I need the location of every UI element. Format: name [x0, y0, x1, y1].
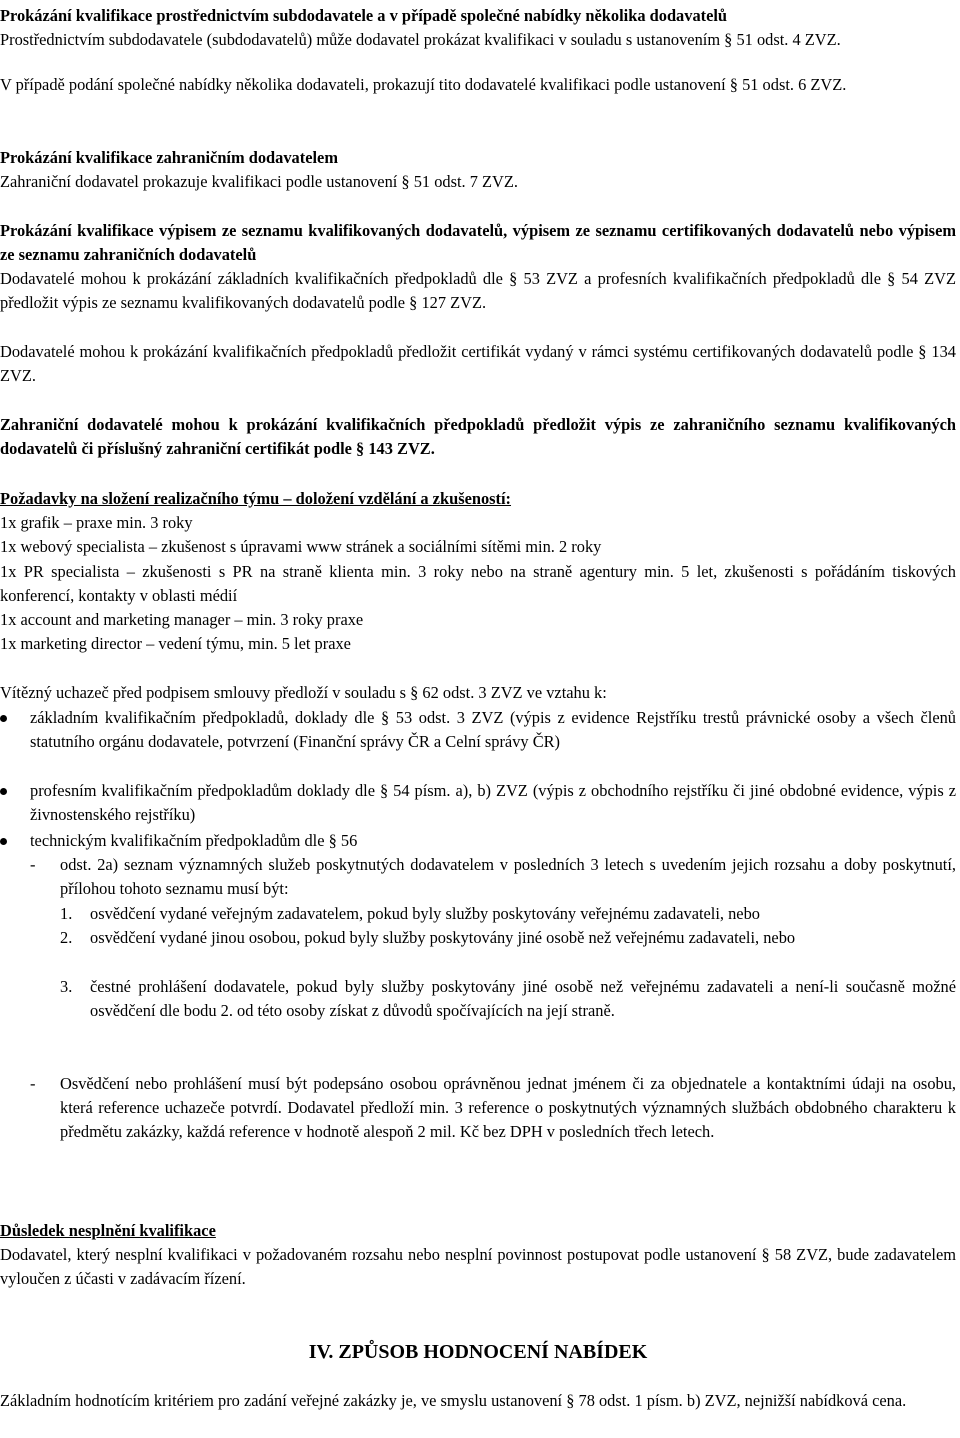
- dash-item-services-text: odst. 2a) seznam významných služeb poskytnutých dodavatelem v posledních 3 letech s uvedením jejich rozsahu a doby poskytnutí, přílohou tohoto seznamu musí být:: [60, 855, 956, 899]
- numbered-item-2-text: osvědčení vydané jinou osobou, pokud byly služby poskytovány jiné osobě než veřejnému zadavateli, nebo: [90, 928, 796, 947]
- dash-marker: -: [30, 1074, 36, 1093]
- heading-consequence: [0, 1219, 956, 1243]
- dash-marker: -: [30, 855, 36, 874]
- bullet-dot-icon: [0, 838, 7, 845]
- paragraph-list-extract: Dodavatelé mohou k prokázání základních kvalifikačních předpokladů dle § 53 ZVZ a profesních kvalifikačních předpokladů dle § 54 ZVZ předložit výpis ze seznamu kvalifikovaných dodavatelů podle § 127 ZVZ.: [0, 269, 956, 313]
- bullet-technical-text: technickým kvalifikačním předpokladům dle § 56: [30, 831, 358, 850]
- paragraph-joint-bid: V případě podání společné nabídky několika dodavateli, prokazují tito dodavatelé kvalifikaci podle ustanovení § 51 odst. 6 ZVZ.: [0, 75, 847, 94]
- numbered-item-1-text: osvědčení vydané veřejným zadavatelem, pokud byly služby poskytovány veřejnému zadavateli, nebo: [90, 904, 760, 923]
- bullet-professional-text: profesním kvalifikačním předpokladům doklady dle § 54 písm. a), b) ZVZ (výpis z obchodního rejstříku či jiné obdobné evidence, výpis z živnostenského rejstříku): [30, 781, 956, 825]
- heading-foreign-supplier: Prokázání kvalifikace zahraničním dodavatelem: [0, 148, 338, 167]
- paragraph-foreign-supplier: Zahraniční dodavatel prokazuje kvalifikaci podle ustanovení § 51 odst. 7 ZVZ.: [0, 172, 518, 191]
- bullet-dot-icon: [0, 788, 7, 795]
- numbered-item-1: [60, 902, 956, 926]
- numbered-marker: 3.: [60, 977, 73, 996]
- dash-item-services: [30, 853, 956, 901]
- dash-item-references-text: Osvědčení nebo prohlášení musí být podepsáno osobou oprávněnou jednat jménem či za objednatele a kontaktními údaji na osobu, která reference uchazeče potvrdí. Dodavatel předloží min. 3 reference o poskytnutých významných službách obdobného charakteru k předmětu zakázky, každá reference v hodnotě alespoň 2 mil. Kč bez DPH v posledních třech letech.: [60, 1074, 956, 1142]
- heading-consequence-text: Důsledek nesplnění kvalifikace: [0, 1221, 216, 1240]
- numbered-marker: 1.: [60, 904, 73, 923]
- team-line-account: 1x account and marketing manager – min. 3 roky praxe: [0, 610, 364, 629]
- team-line-pr: 1x PR specialista – zkušenosti s PR na straně klienta min. 3 roky nebo na straně agentury min. 5 let, zkušenosti s pořádáním tiskových konferencí, kontakty v oblasti médií: [0, 562, 956, 606]
- heading-subcontractor-qualification: Prokázání kvalifikace prostřednictvím subdodavatele a v případě společné nabídky několika dodavatelů: [0, 6, 728, 25]
- paragraph-evaluation: Základním hodnotícím kritériem pro zadání veřejné zakázky je, ve smyslu ustanovení § 78 odst. 1 písm. b) ZVZ, nejnižší nabídková cena.: [0, 1391, 907, 1410]
- numbered-marker: 2.: [60, 928, 73, 947]
- bullet-dot-icon: [0, 715, 7, 722]
- bullet-professional: [0, 779, 956, 827]
- bullet-technical: [0, 829, 956, 853]
- team-line-director: 1x marketing director – vedení týmu, min. 5 let praxe: [0, 634, 351, 653]
- paragraph-subcontractor: Prostřednictvím subdodavatele (subdodavatelů) může dodavatel prokázat kvalifikaci v souladu s ustanovením § 51 odst. 4 ZVZ.: [0, 30, 841, 49]
- section-heading-evaluation: IV. ZPŮSOB HODNOCENÍ NABÍDEK: [308, 1341, 648, 1363]
- paragraph-winner-documents: Vítězný uchazeč před podpisem smlouvy předloží v souladu s § 62 odst. 3 ZVZ ve vztahu k:: [0, 683, 607, 702]
- bullet-basic-text: základním kvalifikačním předpokladů, doklady dle § 53 odst. 3 ZVZ (výpis z evidence Rejstříku trestů právnické osoby a všech členů statutního orgánu dodavatele, potvrzení (Finanční správy ČR a Celní správy ČR): [30, 708, 956, 752]
- dash-item-references: [30, 1072, 956, 1145]
- numbered-item-3: [60, 975, 956, 1023]
- paragraph-consequence: Dodavatel, který nesplní kvalifikaci v požadovaném rozsahu nebo nesplní povinnost postupovat podle ustanovení § 58 ZVZ, bude zadavatelem vyloučen z účasti v zadávacím řízení.: [0, 1245, 956, 1289]
- bullet-basic: [0, 706, 956, 754]
- paragraph-foreign-certificate: Zahraniční dodavatelé mohou k prokázání kvalifikačních předpokladů předložit výpis ze zahraničního seznamu kvalifikovaných dodavatelů či příslušný zahraniční certifikát podle § 143 ZVZ.: [0, 415, 956, 459]
- numbered-item-2: [60, 926, 956, 950]
- numbered-item-3-text: čestné prohlášení dodavatele, pokud byly služby poskytovány jiné osobě než veřejnému zadavateli a není-li současně možné osvědčení dle bodu 2. od této osoby získat z důvodů spočívajících na její straně.: [90, 977, 956, 1021]
- heading-list-extract: Prokázání kvalifikace výpisem ze seznamu kvalifikovaných dodavatelů, výpisem ze seznamu certifikovaných dodavatelů nebo výpisem ze seznamu zahraničních dodavatelů: [0, 221, 956, 265]
- heading-team-requirements: [0, 487, 956, 511]
- heading-team-requirements-text: Požadavky na složení realizačního týmu – doložení vzdělání a zkušeností:: [0, 489, 512, 508]
- paragraph-certificate: Dodavatelé mohou k prokázání kvalifikačních předpokladů předložit certifikát vydaný v rámci systému certifikovaných dodavatelů podle § 134 ZVZ.: [0, 342, 956, 386]
- team-line-graphic: 1x grafik – praxe min. 3 roky: [0, 513, 193, 532]
- team-line-web: 1x webový specialista – zkušenost s úpravami www stránek a sociálními sítěmi min. 2 roky: [0, 537, 602, 556]
